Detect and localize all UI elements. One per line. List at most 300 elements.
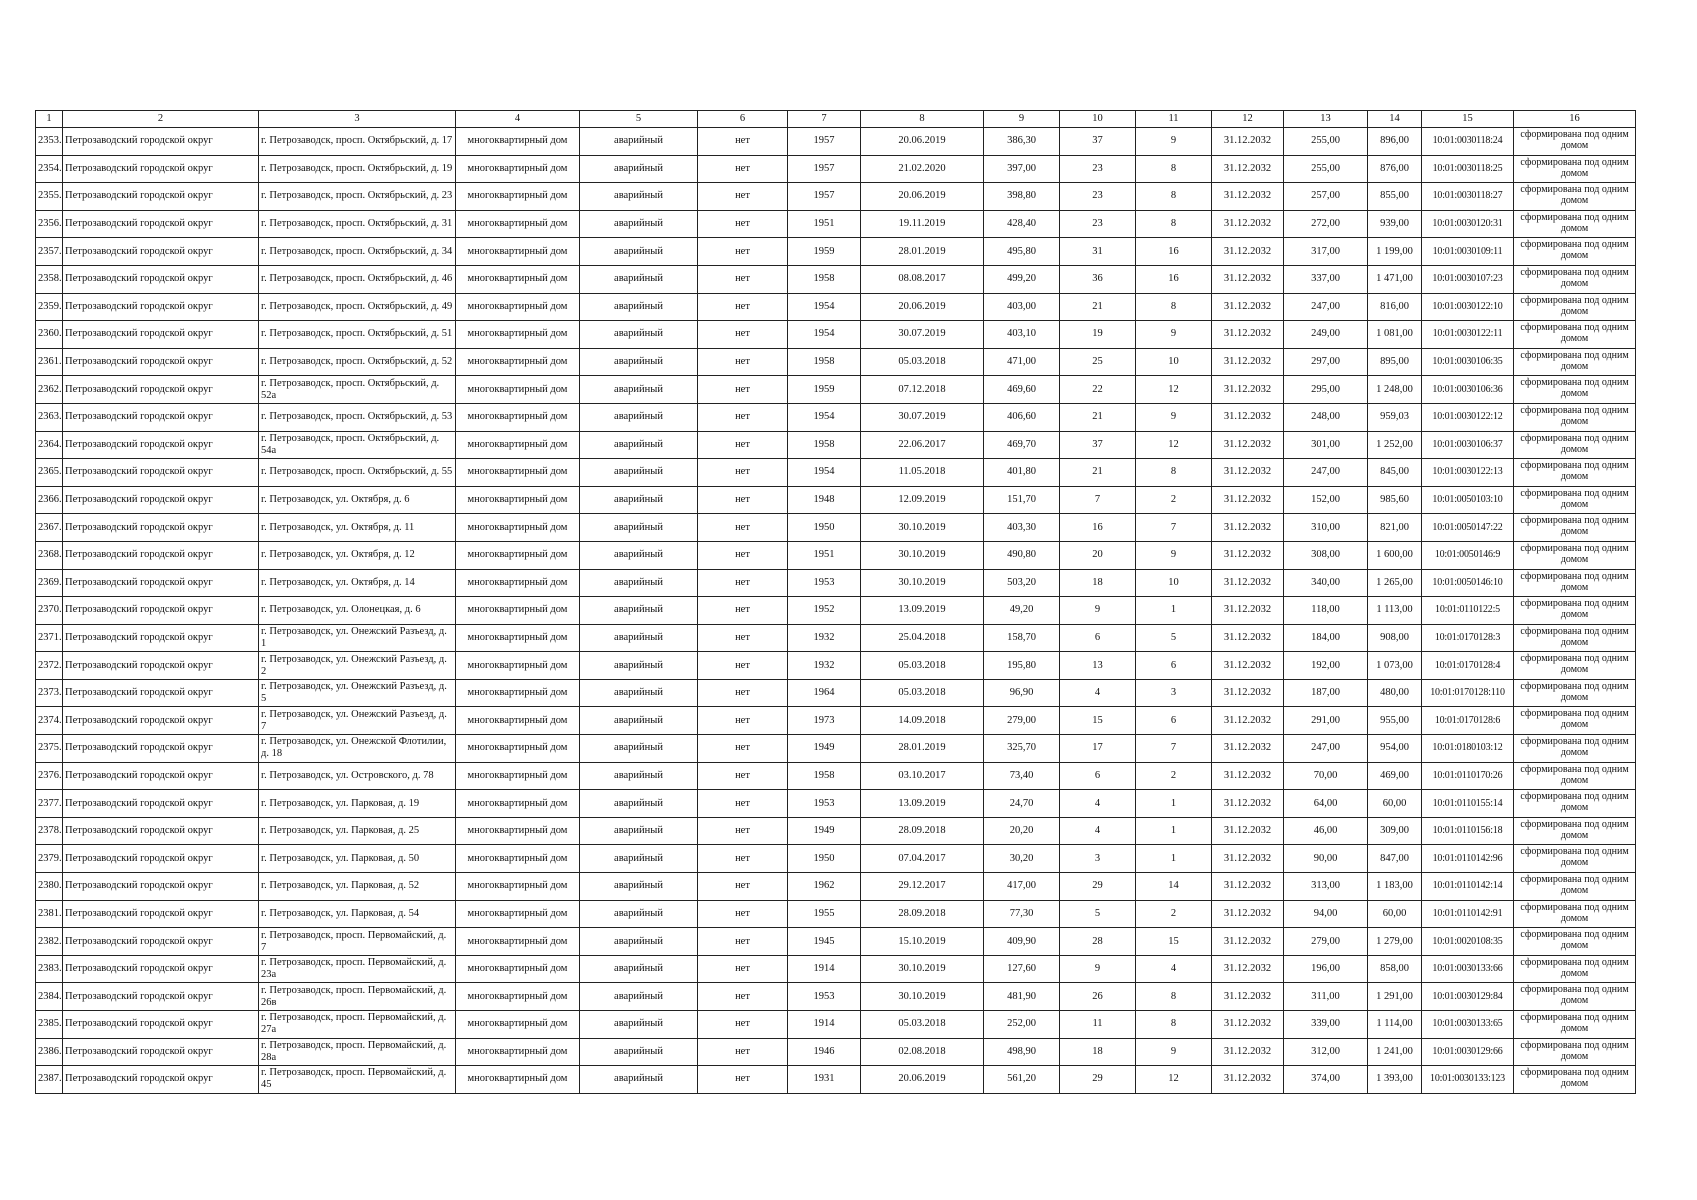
cell-status: нет [698, 762, 788, 790]
cell-relocation-deadline: 31.12.2032 [1212, 348, 1284, 376]
column-header-12: 12 [1212, 111, 1284, 128]
cell-year-built: 1950 [788, 845, 861, 873]
cell-recognition-date: 02.08.2018 [861, 1038, 984, 1066]
cell-cadastral-value: 1 252,00 [1368, 431, 1422, 459]
cell-year-built: 1952 [788, 597, 861, 625]
cell-municipality: Петрозаводский городской округ [63, 624, 259, 652]
cell-cadastral-value: 955,00 [1368, 707, 1422, 735]
cell-condition: аварийный [580, 624, 698, 652]
cell-total-area: 30,20 [984, 845, 1060, 873]
cell-row-number: 2378. [36, 817, 63, 845]
cell-year-built: 1914 [788, 955, 861, 983]
cell-recognition-date: 29.12.2017 [861, 873, 984, 901]
cell-land-area: 192,00 [1284, 652, 1368, 680]
cell-residents-count: 31 [1060, 238, 1136, 266]
cell-residents-count: 4 [1060, 790, 1136, 818]
cell-row-number: 2380. [36, 873, 63, 901]
cell-recognition-date: 30.07.2019 [861, 321, 984, 349]
cell-residents-count: 29 [1060, 1066, 1136, 1094]
cell-year-built: 1948 [788, 486, 861, 514]
cell-total-area: 499,20 [984, 265, 1060, 293]
cell-total-area: 127,60 [984, 955, 1060, 983]
cell-municipality: Петрозаводский городской округ [63, 928, 259, 956]
cell-recognition-date: 15.10.2019 [861, 928, 984, 956]
cell-residents-count: 3 [1060, 845, 1136, 873]
cell-building-type: многоквартирный дом [456, 238, 580, 266]
cell-recognition-date: 28.01.2019 [861, 238, 984, 266]
table-row [36, 983, 1636, 1011]
cell-land-plot-status: сформирована под одним домом [1514, 652, 1636, 680]
table-row [36, 155, 1636, 183]
cell-year-built: 1957 [788, 155, 861, 183]
cell-row-number: 2367. [36, 514, 63, 542]
cell-condition: аварийный [580, 817, 698, 845]
cell-cadastral-value: 1 241,00 [1368, 1038, 1422, 1066]
cell-apartments-count: 7 [1136, 514, 1212, 542]
cell-address: г. Петрозаводск, ул. Онежский Разъезд, д. 7 [259, 707, 456, 735]
column-header-6: 6 [698, 111, 788, 128]
cell-address: г. Петрозаводск, просп. Октябрьский, д. 51 [259, 321, 456, 349]
cell-land-plot-status: сформирована под одним домом [1514, 817, 1636, 845]
cell-cadastral-number: 10:01:0030109:11 [1422, 238, 1514, 266]
cell-residents-count: 23 [1060, 155, 1136, 183]
cell-status: нет [698, 321, 788, 349]
cell-year-built: 1973 [788, 707, 861, 735]
cell-cadastral-number: 10:01:0030107:23 [1422, 265, 1514, 293]
cell-apartments-count: 1 [1136, 597, 1212, 625]
cell-apartments-count: 10 [1136, 348, 1212, 376]
cell-cadastral-number: 10:01:0170128:110 [1422, 679, 1514, 707]
cell-land-plot-status: сформирована под одним домом [1514, 459, 1636, 487]
cell-cadastral-number: 10:01:0180103:12 [1422, 735, 1514, 763]
cell-relocation-deadline: 31.12.2032 [1212, 652, 1284, 680]
cell-cadastral-value: 1 183,00 [1368, 873, 1422, 901]
cell-building-type: многоквартирный дом [456, 431, 580, 459]
cell-year-built: 1950 [788, 514, 861, 542]
cell-municipality: Петрозаводский городской округ [63, 183, 259, 211]
cell-address: г. Петрозаводск, ул. Онежский Разъезд, д. 5 [259, 679, 456, 707]
cell-land-plot-status: сформирована под одним домом [1514, 762, 1636, 790]
cell-building-type: многоквартирный дом [456, 817, 580, 845]
cell-recognition-date: 03.10.2017 [861, 762, 984, 790]
cell-address: г. Петрозаводск, просп. Октябрьский, д. 49 [259, 293, 456, 321]
cell-building-type: многоквартирный дом [456, 210, 580, 238]
cell-recognition-date: 05.03.2018 [861, 1011, 984, 1039]
column-header-15: 15 [1422, 111, 1514, 128]
table-row [36, 459, 1636, 487]
table-row [36, 735, 1636, 763]
table-row [36, 597, 1636, 625]
cell-cadastral-number: 10:01:0030122:10 [1422, 293, 1514, 321]
cell-land-plot-status: сформирована под одним домом [1514, 1011, 1636, 1039]
cell-cadastral-number: 10:01:0030118:25 [1422, 155, 1514, 183]
table-row [36, 955, 1636, 983]
cell-status: нет [698, 569, 788, 597]
cell-cadastral-value: 1 471,00 [1368, 265, 1422, 293]
cell-land-plot-status: сформирована под одним домом [1514, 1038, 1636, 1066]
cell-row-number: 2371. [36, 624, 63, 652]
cell-building-type: многоквартирный дом [456, 265, 580, 293]
cell-status: нет [698, 1038, 788, 1066]
cell-status: нет [698, 707, 788, 735]
cell-apartments-count: 8 [1136, 155, 1212, 183]
cell-recognition-date: 13.09.2019 [861, 790, 984, 818]
cell-status: нет [698, 652, 788, 680]
cell-land-area: 248,00 [1284, 403, 1368, 431]
cell-year-built: 1946 [788, 1038, 861, 1066]
cell-condition: аварийный [580, 238, 698, 266]
cell-land-plot-status: сформирована под одним домом [1514, 486, 1636, 514]
cell-cadastral-number: 10:01:0030133:66 [1422, 955, 1514, 983]
cell-recognition-date: 21.02.2020 [861, 155, 984, 183]
cell-address: г. Петрозаводск, ул. Парковая, д. 54 [259, 900, 456, 928]
cell-apartments-count: 8 [1136, 459, 1212, 487]
cell-land-area: 64,00 [1284, 790, 1368, 818]
cell-relocation-deadline: 31.12.2032 [1212, 900, 1284, 928]
cell-condition: аварийный [580, 983, 698, 1011]
cell-relocation-deadline: 31.12.2032 [1212, 762, 1284, 790]
cell-land-area: 337,00 [1284, 265, 1368, 293]
cell-recognition-date: 30.10.2019 [861, 983, 984, 1011]
cell-residents-count: 22 [1060, 376, 1136, 404]
cell-cadastral-value: 876,00 [1368, 155, 1422, 183]
cell-recognition-date: 25.04.2018 [861, 624, 984, 652]
cell-cadastral-number: 10:01:0170128:3 [1422, 624, 1514, 652]
cell-cadastral-value: 1 265,00 [1368, 569, 1422, 597]
cell-year-built: 1964 [788, 679, 861, 707]
cell-land-plot-status: сформирована под одним домом [1514, 210, 1636, 238]
column-header-8: 8 [861, 111, 984, 128]
cell-year-built: 1949 [788, 735, 861, 763]
cell-apartments-count: 8 [1136, 210, 1212, 238]
table-row [36, 431, 1636, 459]
cell-apartments-count: 16 [1136, 238, 1212, 266]
cell-building-type: многоквартирный дом [456, 541, 580, 569]
cell-residents-count: 18 [1060, 1038, 1136, 1066]
cell-recognition-date: 19.11.2019 [861, 210, 984, 238]
cell-residents-count: 36 [1060, 265, 1136, 293]
cell-land-area: 311,00 [1284, 983, 1368, 1011]
column-header-11: 11 [1136, 111, 1212, 128]
cell-row-number: 2360. [36, 321, 63, 349]
cell-land-plot-status: сформирована под одним домом [1514, 541, 1636, 569]
cell-address: г. Петрозаводск, просп. Октябрьский, д. 53 [259, 403, 456, 431]
cell-municipality: Петрозаводский городской округ [63, 900, 259, 928]
table-row [36, 1011, 1636, 1039]
cell-total-area: 403,00 [984, 293, 1060, 321]
cell-cadastral-value: 1 114,00 [1368, 1011, 1422, 1039]
cell-municipality: Петрозаводский городской округ [63, 735, 259, 763]
cell-apartments-count: 1 [1136, 845, 1212, 873]
cell-relocation-deadline: 31.12.2032 [1212, 1038, 1284, 1066]
cell-relocation-deadline: 31.12.2032 [1212, 1066, 1284, 1094]
cell-apartments-count: 9 [1136, 1038, 1212, 1066]
table-row [36, 403, 1636, 431]
cell-municipality: Петрозаводский городской округ [63, 679, 259, 707]
cell-land-plot-status: сформирована под одним домом [1514, 293, 1636, 321]
cell-recognition-date: 13.09.2019 [861, 597, 984, 625]
cell-cadastral-number: 10:01:0110142:91 [1422, 900, 1514, 928]
cell-apartments-count: 2 [1136, 900, 1212, 928]
cell-condition: аварийный [580, 128, 698, 156]
cell-municipality: Петрозаводский городской округ [63, 238, 259, 266]
cell-total-area: 409,90 [984, 928, 1060, 956]
cell-relocation-deadline: 31.12.2032 [1212, 735, 1284, 763]
cell-recognition-date: 22.06.2017 [861, 431, 984, 459]
table-row [36, 541, 1636, 569]
cell-status: нет [698, 514, 788, 542]
cell-municipality: Петрозаводский городской округ [63, 762, 259, 790]
cell-condition: аварийный [580, 1011, 698, 1039]
cell-cadastral-value: 985,60 [1368, 486, 1422, 514]
cell-address: г. Петрозаводск, ул. Парковая, д. 25 [259, 817, 456, 845]
cell-land-area: 312,00 [1284, 1038, 1368, 1066]
cell-municipality: Петрозаводский городской округ [63, 983, 259, 1011]
cell-recognition-date: 30.10.2019 [861, 514, 984, 542]
cell-land-plot-status: сформирована под одним домом [1514, 155, 1636, 183]
cell-apartments-count: 9 [1136, 541, 1212, 569]
cell-cadastral-value: 939,00 [1368, 210, 1422, 238]
cell-building-type: многоквартирный дом [456, 1066, 580, 1094]
cell-land-plot-status: сформирована под одним домом [1514, 514, 1636, 542]
cell-residents-count: 23 [1060, 183, 1136, 211]
cell-recognition-date: 20.06.2019 [861, 183, 984, 211]
cell-cadastral-value: 60,00 [1368, 900, 1422, 928]
cell-cadastral-value: 1 199,00 [1368, 238, 1422, 266]
table-row [36, 873, 1636, 901]
cell-residents-count: 17 [1060, 735, 1136, 763]
cell-total-area: 20,20 [984, 817, 1060, 845]
cell-row-number: 2382. [36, 928, 63, 956]
cell-municipality: Петрозаводский городской округ [63, 431, 259, 459]
cell-year-built: 1949 [788, 817, 861, 845]
cell-year-built: 1954 [788, 459, 861, 487]
cell-condition: аварийный [580, 348, 698, 376]
table-row [36, 210, 1636, 238]
cell-relocation-deadline: 31.12.2032 [1212, 514, 1284, 542]
cell-total-area: 471,00 [984, 348, 1060, 376]
cell-land-area: 374,00 [1284, 1066, 1368, 1094]
cell-row-number: 2362. [36, 376, 63, 404]
cell-residents-count: 37 [1060, 128, 1136, 156]
cell-relocation-deadline: 31.12.2032 [1212, 486, 1284, 514]
cell-residents-count: 20 [1060, 541, 1136, 569]
cell-building-type: многоквартирный дом [456, 762, 580, 790]
cell-land-area: 152,00 [1284, 486, 1368, 514]
cell-condition: аварийный [580, 403, 698, 431]
cell-land-area: 257,00 [1284, 183, 1368, 211]
cell-address: г. Петрозаводск, просп. Первомайский, д. 26в [259, 983, 456, 1011]
cell-condition: аварийный [580, 569, 698, 597]
cell-land-area: 70,00 [1284, 762, 1368, 790]
cell-building-type: многоквартирный дом [456, 928, 580, 956]
cell-cadastral-number: 10:01:0030133:65 [1422, 1011, 1514, 1039]
cell-total-area: 403,10 [984, 321, 1060, 349]
cell-total-area: 490,80 [984, 541, 1060, 569]
cell-relocation-deadline: 31.12.2032 [1212, 265, 1284, 293]
cell-land-plot-status: сформирована под одним домом [1514, 597, 1636, 625]
cell-address: г. Петрозаводск, просп. Октябрьский, д. 54а [259, 431, 456, 459]
cell-building-type: многоквартирный дом [456, 403, 580, 431]
table-row [36, 348, 1636, 376]
cell-condition: аварийный [580, 735, 698, 763]
cell-year-built: 1954 [788, 403, 861, 431]
cell-total-area: 158,70 [984, 624, 1060, 652]
cell-cadastral-value: 845,00 [1368, 459, 1422, 487]
cell-address: г. Петрозаводск, просп. Октябрьский, д. 46 [259, 265, 456, 293]
cell-row-number: 2364. [36, 431, 63, 459]
cell-condition: аварийный [580, 597, 698, 625]
cell-municipality: Петрозаводский городской округ [63, 514, 259, 542]
cell-year-built: 1951 [788, 541, 861, 569]
cell-year-built: 1957 [788, 128, 861, 156]
cell-row-number: 2372. [36, 652, 63, 680]
table-row [36, 928, 1636, 956]
cell-address: г. Петрозаводск, ул. Онежской Флотилии, д. 18 [259, 735, 456, 763]
cell-condition: аварийный [580, 376, 698, 404]
cell-apartments-count: 3 [1136, 679, 1212, 707]
cell-total-area: 252,00 [984, 1011, 1060, 1039]
cell-address: г. Петрозаводск, просп. Октябрьский, д. 52а [259, 376, 456, 404]
cell-row-number: 2361. [36, 348, 63, 376]
cell-residents-count: 13 [1060, 652, 1136, 680]
cell-residents-count: 5 [1060, 900, 1136, 928]
cell-building-type: многоквартирный дом [456, 376, 580, 404]
cell-year-built: 1955 [788, 900, 861, 928]
cell-land-plot-status: сформирована под одним домом [1514, 183, 1636, 211]
cell-status: нет [698, 624, 788, 652]
cell-residents-count: 9 [1060, 597, 1136, 625]
cell-status: нет [698, 983, 788, 1011]
cell-building-type: многоквартирный дом [456, 514, 580, 542]
cell-condition: аварийный [580, 679, 698, 707]
cell-relocation-deadline: 31.12.2032 [1212, 376, 1284, 404]
table-row [36, 376, 1636, 404]
cell-status: нет [698, 597, 788, 625]
cell-row-number: 2377. [36, 790, 63, 818]
cell-land-area: 255,00 [1284, 128, 1368, 156]
cell-apartments-count: 6 [1136, 707, 1212, 735]
cell-status: нет [698, 183, 788, 211]
cell-condition: аварийный [580, 541, 698, 569]
cell-apartments-count: 4 [1136, 955, 1212, 983]
cell-recognition-date: 07.04.2017 [861, 845, 984, 873]
cell-municipality: Петрозаводский городской округ [63, 541, 259, 569]
cell-year-built: 1959 [788, 238, 861, 266]
cell-cadastral-number: 10:01:0110156:18 [1422, 817, 1514, 845]
cell-recognition-date: 11.05.2018 [861, 459, 984, 487]
cell-land-area: 247,00 [1284, 735, 1368, 763]
column-header-10: 10 [1060, 111, 1136, 128]
cell-total-area: 469,60 [984, 376, 1060, 404]
cell-apartments-count: 12 [1136, 376, 1212, 404]
cell-cadastral-number: 10:01:0170128:6 [1422, 707, 1514, 735]
cell-land-area: 187,00 [1284, 679, 1368, 707]
cell-year-built: 1932 [788, 652, 861, 680]
cell-address: г. Петрозаводск, ул. Парковая, д. 52 [259, 873, 456, 901]
cell-land-area: 255,00 [1284, 155, 1368, 183]
cell-cadastral-value: 60,00 [1368, 790, 1422, 818]
cell-apartments-count: 8 [1136, 293, 1212, 321]
cell-cadastral-value: 954,00 [1368, 735, 1422, 763]
cell-residents-count: 37 [1060, 431, 1136, 459]
cell-total-area: 481,90 [984, 983, 1060, 1011]
cell-recognition-date: 30.07.2019 [861, 403, 984, 431]
cell-recognition-date: 14.09.2018 [861, 707, 984, 735]
cell-address: г. Петрозаводск, просп. Октябрьский, д. 19 [259, 155, 456, 183]
cell-building-type: многоквартирный дом [456, 486, 580, 514]
cell-cadastral-value: 895,00 [1368, 348, 1422, 376]
cell-cadastral-value: 847,00 [1368, 845, 1422, 873]
cell-total-area: 428,40 [984, 210, 1060, 238]
cell-year-built: 1958 [788, 431, 861, 459]
cell-cadastral-number: 10:01:0030118:24 [1422, 128, 1514, 156]
cell-residents-count: 23 [1060, 210, 1136, 238]
cell-recognition-date: 05.03.2018 [861, 652, 984, 680]
cell-year-built: 1962 [788, 873, 861, 901]
cell-relocation-deadline: 31.12.2032 [1212, 238, 1284, 266]
cell-apartments-count: 8 [1136, 983, 1212, 1011]
cell-building-type: многоквартирный дом [456, 183, 580, 211]
cell-building-type: многоквартирный дом [456, 679, 580, 707]
cell-row-number: 2369. [36, 569, 63, 597]
cell-municipality: Петрозаводский городской округ [63, 1066, 259, 1094]
cell-row-number: 2370. [36, 597, 63, 625]
cell-relocation-deadline: 31.12.2032 [1212, 873, 1284, 901]
cell-total-area: 397,00 [984, 155, 1060, 183]
cell-cadastral-number: 10:01:0050147:22 [1422, 514, 1514, 542]
cell-cadastral-value: 1 291,00 [1368, 983, 1422, 1011]
cell-address: г. Петрозаводск, просп. Октябрьский, д. 23 [259, 183, 456, 211]
cell-cadastral-value: 1 081,00 [1368, 321, 1422, 349]
cell-cadastral-value: 855,00 [1368, 183, 1422, 211]
cell-year-built: 1959 [788, 376, 861, 404]
cell-status: нет [698, 928, 788, 956]
cell-residents-count: 26 [1060, 983, 1136, 1011]
cell-residents-count: 18 [1060, 569, 1136, 597]
cell-land-area: 295,00 [1284, 376, 1368, 404]
cell-row-number: 2354. [36, 155, 63, 183]
cell-building-type: многоквартирный дом [456, 155, 580, 183]
cell-status: нет [698, 348, 788, 376]
cell-building-type: многоквартирный дом [456, 735, 580, 763]
cell-year-built: 1953 [788, 983, 861, 1011]
cell-land-area: 297,00 [1284, 348, 1368, 376]
column-number-header-row [36, 111, 1636, 128]
cell-building-type: многоквартирный дом [456, 348, 580, 376]
cell-address: г. Петрозаводск, ул. Октября, д. 11 [259, 514, 456, 542]
cell-residents-count: 9 [1060, 955, 1136, 983]
cell-year-built: 1958 [788, 265, 861, 293]
cell-total-area: 49,20 [984, 597, 1060, 625]
cell-relocation-deadline: 31.12.2032 [1212, 321, 1284, 349]
cell-relocation-deadline: 31.12.2032 [1212, 459, 1284, 487]
cell-address: г. Петрозаводск, ул. Онежский Разъезд, д. 1 [259, 624, 456, 652]
column-header-4: 4 [456, 111, 580, 128]
cell-total-area: 403,30 [984, 514, 1060, 542]
cell-building-type: многоквартирный дом [456, 624, 580, 652]
cell-condition: аварийный [580, 486, 698, 514]
cell-building-type: многоквартирный дом [456, 873, 580, 901]
cell-cadastral-number: 10:01:0030122:12 [1422, 403, 1514, 431]
cell-status: нет [698, 735, 788, 763]
cell-year-built: 1945 [788, 928, 861, 956]
cell-row-number: 2355. [36, 183, 63, 211]
cell-cadastral-number: 10:01:0030129:66 [1422, 1038, 1514, 1066]
cell-land-area: 317,00 [1284, 238, 1368, 266]
cell-apartments-count: 9 [1136, 128, 1212, 156]
cell-recognition-date: 07.12.2018 [861, 376, 984, 404]
